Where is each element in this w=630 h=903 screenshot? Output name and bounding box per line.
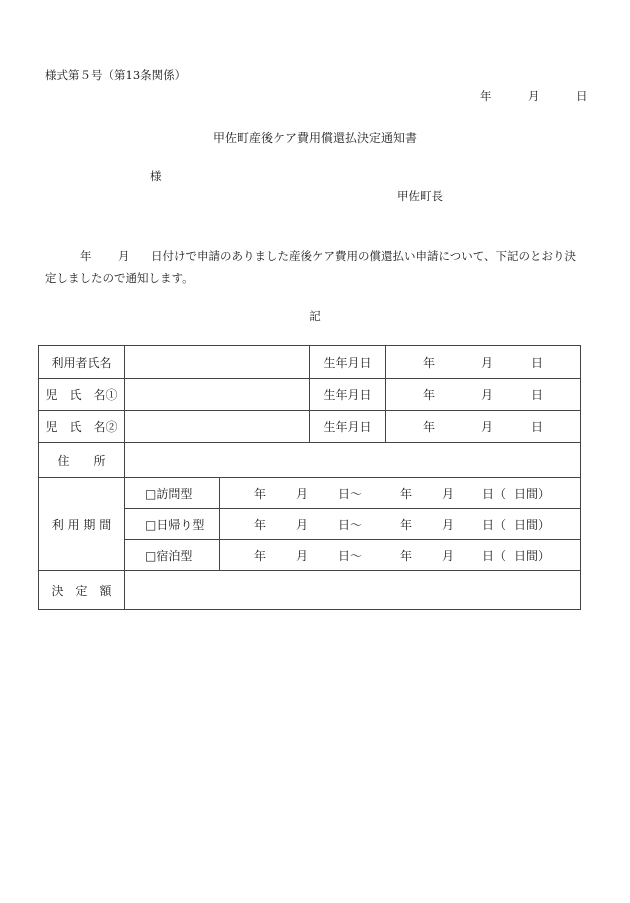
- form-number-label: 様式第５号（第13条関係）: [45, 68, 187, 82]
- table-row-period-visit: [39, 478, 581, 509]
- date-day: 日: [576, 89, 588, 103]
- table-row-child1: [39, 379, 581, 411]
- child1-birth-date-field[interactable]: [386, 379, 581, 411]
- birth-month: 月: [480, 420, 493, 434]
- period-visit-field[interactable]: 年 月 日～ 年 月 日（ 日間）: [220, 478, 581, 509]
- child1-name-field[interactable]: [125, 379, 310, 411]
- body-year: 年: [80, 249, 92, 263]
- info-table: [38, 345, 581, 610]
- body-text-line-2: 定しましたので通知します。: [45, 271, 194, 285]
- date-month: 月: [528, 89, 540, 103]
- table-row-address: [39, 443, 581, 478]
- user-birth-date-field[interactable]: [386, 346, 581, 379]
- amount-field[interactable]: [125, 571, 581, 610]
- user-name-field[interactable]: [125, 346, 310, 379]
- birth-day: 日: [530, 420, 543, 434]
- birth-day: 日: [530, 355, 543, 370]
- addressee-honorific: 様: [150, 169, 162, 183]
- birth-year: 年: [422, 355, 435, 370]
- birth-year: 年: [422, 388, 435, 402]
- birth-month: 月: [480, 355, 493, 370]
- issue-date: [480, 88, 588, 104]
- amount-label: 決 定 額: [39, 571, 125, 610]
- type-stay-checkbox[interactable]: □宿泊型: [125, 540, 220, 571]
- type-visit-checkbox[interactable]: □訪問型: [125, 478, 220, 509]
- child2-name-label: 児 氏 名②: [39, 411, 125, 443]
- body-month: 月: [118, 249, 130, 263]
- birth-day: 日: [530, 388, 543, 402]
- body-text-line-1: [80, 248, 576, 264]
- table-row-amount: [39, 571, 581, 610]
- document-title: 甲佐町産後ケア費用償還払決定通知書: [212, 131, 417, 145]
- issuer-name: 甲佐町長: [397, 189, 443, 203]
- address-label: 住 所: [39, 443, 125, 478]
- table-row-child2: [39, 411, 581, 443]
- child2-birth-label: 生年月日: [310, 411, 386, 443]
- child2-name-field[interactable]: [125, 411, 310, 443]
- type-daytrip-checkbox[interactable]: □日帰り型: [125, 509, 220, 540]
- birth-year: 年: [422, 420, 435, 434]
- child2-birth-date-field[interactable]: [386, 411, 581, 443]
- date-year: 年: [480, 89, 492, 103]
- child1-name-label: 児 氏 名①: [39, 379, 125, 411]
- table-row-user: [39, 346, 581, 379]
- user-name-label: 利用者氏名: [39, 346, 125, 379]
- period-stay-field[interactable]: 年 月 日～ 年 月 日（ 日間）: [220, 540, 581, 571]
- period-daytrip-field[interactable]: 年 月 日～ 年 月 日（ 日間）: [220, 509, 581, 540]
- address-field[interactable]: [125, 443, 581, 478]
- ki-heading: 記: [309, 309, 321, 323]
- user-birth-label: 生年月日: [310, 346, 386, 379]
- period-label: 利 用 期 間: [39, 478, 125, 571]
- body-text: 日付けで申請のありました産後ケア費用の償還払い申請について、下記のとおり決: [151, 249, 577, 263]
- child1-birth-label: 生年月日: [310, 379, 386, 411]
- birth-month: 月: [480, 388, 493, 402]
